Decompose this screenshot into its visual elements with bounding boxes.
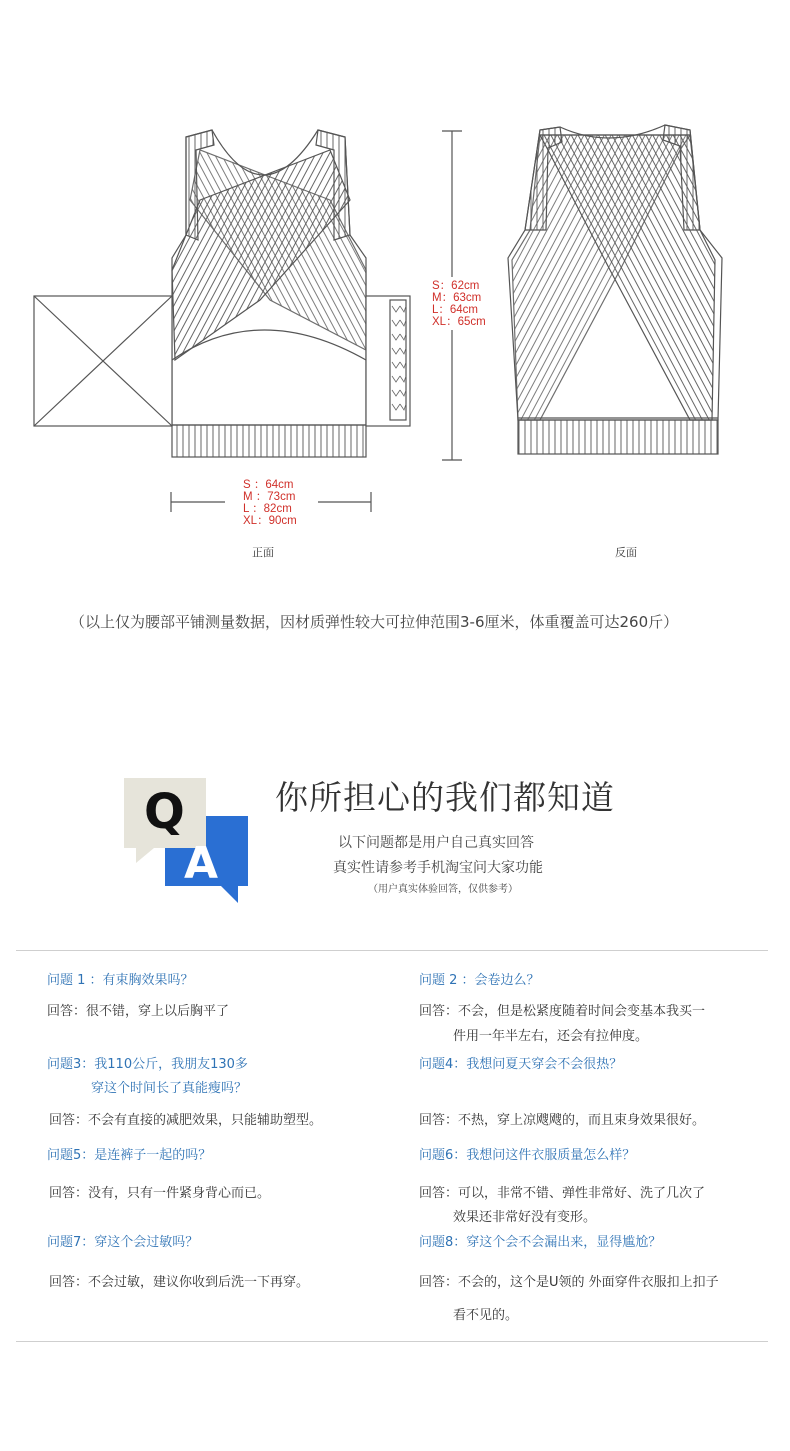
faq-answer-1: 回答：很不错，穿上以后胸平了 [47,1004,230,1019]
length-size-m: M：63cm [432,292,482,304]
qa-disclaimer: （用户真实体验回答，仅供参考） [368,884,518,895]
q-letter: Q [144,784,185,840]
length-size-l: L：64cm [432,304,479,316]
divider-bottom [16,1341,768,1342]
back-label: 反面 [615,546,637,559]
faq-question-7: 问题7：穿这个会过敏吗？ [47,1235,199,1250]
faq-question-3 [47,1053,248,1096]
faq-answer-6 [419,1182,705,1225]
waist-size-s: S ：64cm [243,479,294,491]
faq-answer-6-line-2: 效果还非常好没有变形。 [453,1210,597,1225]
front-view [34,130,410,457]
back-view [508,125,722,454]
garment-size-diagram [0,0,790,580]
faq-answer-8 [419,1271,719,1323]
qa-icon [122,776,250,904]
faq-answer-6-line-1: 回答：可以，非常不错、弹性非常好、洗了几次了 [419,1186,706,1201]
faq-question-3-line-1: 问题3：我110公斤，我朋友130多 [47,1057,248,1072]
waist-size-xl: XL：90cm [243,515,297,527]
faq-question-3-line-2: 穿这个时间长了真能瘦吗？ [91,1081,248,1096]
faq-question-8: 问题8：穿这个会不会漏出来，显得尴尬？ [419,1235,662,1250]
waist-sizes [243,479,297,527]
measurement-note: （以上仅为腰部平铺测量数据，因材质弹性较大可拉伸范围3-6厘米，体重覆盖可达260斤） [70,613,679,631]
faq-question-2: 问题 2 ：会卷边么？ [419,973,540,988]
divider-top [16,950,768,951]
qa-title: 你所担心的我们都知道 [275,778,615,817]
faq-answer-7: 回答：不会过敏，建议你收到后洗一下再穿。 [49,1275,310,1290]
a-letter: A [184,838,219,889]
length-sizes [432,280,486,328]
faq-answer-8-line-1: 回答：不会的，这个是U领的 外面穿件衣服扣上扣子 [419,1275,719,1290]
length-size-xl: XL：65cm [432,316,486,328]
qa-subtitle-2: 真实性请参考手机淘宝问大家功能 [333,860,543,876]
length-size-s: S：62cm [432,280,480,292]
qa-subtitle-1: 以下问题都是用户自己真实回答 [338,835,534,851]
faq-answer-5: 回答：没有，只有一件紧身背心而已。 [49,1186,271,1201]
faq-question-6: 问题6：我想问这件衣服质量怎么样？ [419,1148,636,1163]
faq-answer-4: 回答：不热，穿上凉飕飕的，而且束身效果很好。 [419,1113,706,1128]
waist-size-l: L ：82cm [243,503,292,515]
waist-size-m: M ：73cm [243,491,296,503]
faq-answer-3: 回答：不会有直接的减肥效果，只能辅助塑型。 [49,1113,323,1128]
faq-answer-8-line-2: 看不见的。 [453,1308,519,1323]
front-label: 正面 [252,546,274,559]
faq-question-4: 问题4：我想问夏天穿会不会很热？ [419,1057,623,1072]
faq-question-1: 问题 1 ：有束胸效果吗？ [47,973,194,988]
faq-answer-2 [419,1000,705,1044]
faq-answer-2-line-2: 件用一年半左右，还会有拉伸度。 [453,1029,649,1044]
faq-answer-2-line-1: 回答：不会，但是松紧度随着时间会变基本我买一 [419,1004,706,1019]
faq-question-5: 问题5：是连裤子一起的吗？ [47,1148,212,1163]
